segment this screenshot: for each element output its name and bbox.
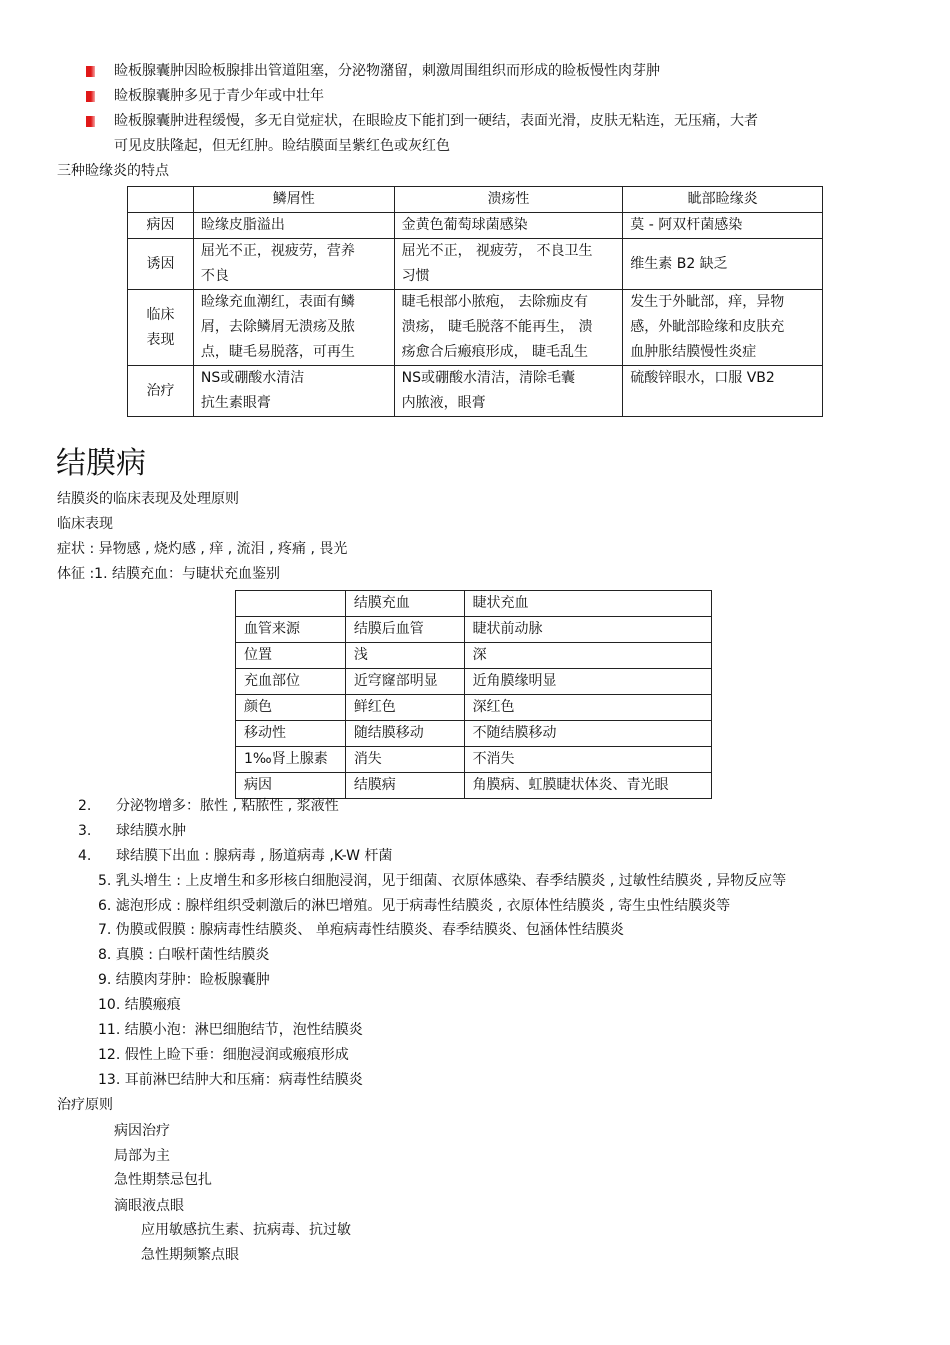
table-cell: 屈光不正， 视疲劳， 不良卫生 习惯	[394, 239, 623, 290]
table-row	[236, 617, 712, 643]
table-cell: 近穹窿部明显	[345, 669, 464, 695]
table-cell: 角膜病、虹膜睫状体炎、青光眼	[464, 773, 711, 799]
table-cell: 不消失	[464, 747, 711, 773]
table-cell: 硫酸锌眼水，口服 VB2	[623, 366, 823, 417]
text-line: 体征 :1. 结膜充血：与睫状充血鉴别	[57, 566, 280, 582]
table-cell: NS或硼酸水清洁 抗生素眼膏	[193, 366, 394, 417]
sign-number: 3.	[78, 823, 92, 839]
table-header-row	[236, 591, 712, 617]
treatment-item: 滴眼液点眼	[114, 1198, 184, 1214]
table-cell: 屈光不正，视疲劳，营养 不良	[193, 239, 394, 290]
table-cell: 深红色	[464, 695, 711, 721]
blepharitis-title: 三种睑缘炎的特点	[57, 163, 169, 179]
row-label: 诱因	[128, 239, 194, 290]
blepharitis-table	[127, 186, 823, 417]
treatment-item: 急性期禁忌包扎	[114, 1172, 212, 1188]
congestion-table	[235, 590, 712, 799]
sign-item: 8. 真膜 : 白喉杆菌性结膜炎	[98, 947, 270, 963]
text-line: 临床表现	[57, 516, 113, 532]
header-cell: 眦部睑缘炎	[623, 187, 823, 213]
table-row	[128, 239, 823, 290]
bullet-icon	[86, 116, 95, 127]
table-cell: 不随结膜移动	[464, 721, 711, 747]
table-cell: 睫毛根部小脓疱， 去除痂皮有 溃疡， 睫毛脱落不能再生， 溃 疡愈合后瘢痕形成， 睫毛乱生	[394, 290, 623, 366]
table-cell: 随结膜移动	[345, 721, 464, 747]
table-cell: 颜色	[236, 695, 346, 721]
table-cell: 浅	[345, 643, 464, 669]
table-cell: 移动性	[236, 721, 346, 747]
sign-item: 10. 结膜瘢痕	[98, 997, 181, 1013]
table-cell: 近角膜缘明显	[464, 669, 711, 695]
row-label: 病因	[128, 213, 194, 239]
table-row	[236, 773, 712, 799]
table-cell: 睑缘皮脂溢出	[193, 213, 394, 239]
bullet-icon	[86, 66, 95, 77]
table-row	[128, 290, 823, 366]
table-row	[236, 643, 712, 669]
intro-bullet-1: 睑板腺囊肿因睑板腺排出管道阻塞，分泌物潴留，刺激周围组织而形成的睑板慢性肉芽肿	[114, 63, 660, 79]
sign-item: 6. 滤泡形成 : 腺样组织受刺激后的淋巴增殖。见于病毒性结膜炎 , 衣原体性结膜炎 , 寄生虫性结膜炎等	[98, 898, 731, 914]
sign-item: 12. 假性上睑下垂：细胞浸润或瘢痕形成	[98, 1047, 349, 1063]
text-line: 症状 : 异物感 , 烧灼感 , 痒 , 流泪 , 疼痛 , 畏光	[57, 541, 348, 557]
treatment-item: 病因治疗	[114, 1123, 170, 1139]
table-cell: 金黄色葡萄球菌感染	[394, 213, 623, 239]
table-cell: 结膜后血管	[345, 617, 464, 643]
table-cell: NS或硼酸水清洁，清除毛囊 内脓液，眼膏	[394, 366, 623, 417]
table-cell: 消失	[345, 747, 464, 773]
row-label: 临床 表现	[128, 290, 194, 366]
sign-item: 9. 结膜肉芽肿：睑板腺囊肿	[98, 972, 270, 988]
header-cell: 结膜充血	[345, 591, 464, 617]
header-cell: 睫状充血	[464, 591, 711, 617]
eyedrop-item: 急性期频繁点眼	[141, 1247, 239, 1263]
table-cell: 位置	[236, 643, 346, 669]
table-row	[128, 366, 823, 417]
table-cell: 维生素 B2 缺乏	[623, 239, 823, 290]
section-title: 结膜病	[56, 446, 146, 481]
sign-item: 球结膜水肿	[116, 823, 186, 839]
table-cell: 病因	[236, 773, 346, 799]
table-header-row	[128, 187, 823, 213]
table-cell: 莫 - 阿双杆菌感染	[623, 213, 823, 239]
table-cell: 睫状前动脉	[464, 617, 711, 643]
sign-item: 11. 结膜小泡：淋巴细胞结节，泡性结膜炎	[98, 1022, 363, 1038]
table-cell: 鲜红色	[345, 695, 464, 721]
table-cell: 结膜病	[345, 773, 464, 799]
table-cell: 1‰肾上腺素	[236, 747, 346, 773]
intro-bullet-2: 睑板腺囊肿多见于青少年或中壮年	[114, 88, 324, 104]
bullet-icon	[86, 91, 95, 102]
row-label: 治疗	[128, 366, 194, 417]
treatment-item: 局部为主	[114, 1148, 170, 1164]
sign-item: 球结膜下出血 : 腺病毒 , 肠道病毒 ,K-W 杆菌	[116, 848, 393, 864]
table-cell: 睑缘充血潮红，表面有鳞 屑，去除鳞屑无溃疡及脓 点，睫毛易脱落，可再生	[193, 290, 394, 366]
intro-bullet-3-continuation: 可见皮肤隆起，但无红肿。睑结膜面呈紫红色或灰红色	[114, 138, 450, 154]
sign-number: 4.	[78, 848, 92, 864]
table-cell: 充血部位	[236, 669, 346, 695]
table-row	[128, 213, 823, 239]
sign-item: 分泌物增多：脓性 , 粘脓性 , 浆液性	[116, 798, 339, 814]
table-cell: 深	[464, 643, 711, 669]
header-cell	[128, 187, 194, 213]
sign-item: 13. 耳前淋巴结肿大和压痛：病毒性结膜炎	[98, 1072, 363, 1088]
table-row	[236, 695, 712, 721]
sign-item: 5. 乳头增生 : 上皮增生和多形核白细胞浸润，见于细菌、衣原体感染、春季结膜炎 , 过敏性结膜炎 , 异物反应等	[98, 873, 787, 889]
sign-item: 7. 伪膜或假膜 : 腺病毒性结膜炎、 单疱病毒性结膜炎、春季结膜炎、包涵体性结膜炎	[98, 922, 624, 938]
table-row	[236, 747, 712, 773]
table-cell: 血管来源	[236, 617, 346, 643]
text-line: 结膜炎的临床表现及处理原则	[57, 491, 239, 507]
eyedrop-item: 应用敏感抗生素、抗病毒、抗过敏	[141, 1222, 351, 1238]
treatment-title: 治疗原则	[57, 1097, 113, 1113]
table-cell: 发生于外眦部，痒，异物 感，外眦部睑缘和皮肤充 血肿胀结膜慢性炎症	[623, 290, 823, 366]
header-cell: 鳞屑性	[193, 187, 394, 213]
sign-number: 2.	[78, 798, 92, 814]
header-cell	[236, 591, 346, 617]
header-cell: 溃疡性	[394, 187, 623, 213]
intro-bullet-3: 睑板腺囊肿进程缓慢，多无自觉症状，在眼睑皮下能扪到一硬结，表面光滑，皮肤无粘连，无压痛，大者	[114, 113, 758, 129]
table-row	[236, 721, 712, 747]
table-row	[236, 669, 712, 695]
